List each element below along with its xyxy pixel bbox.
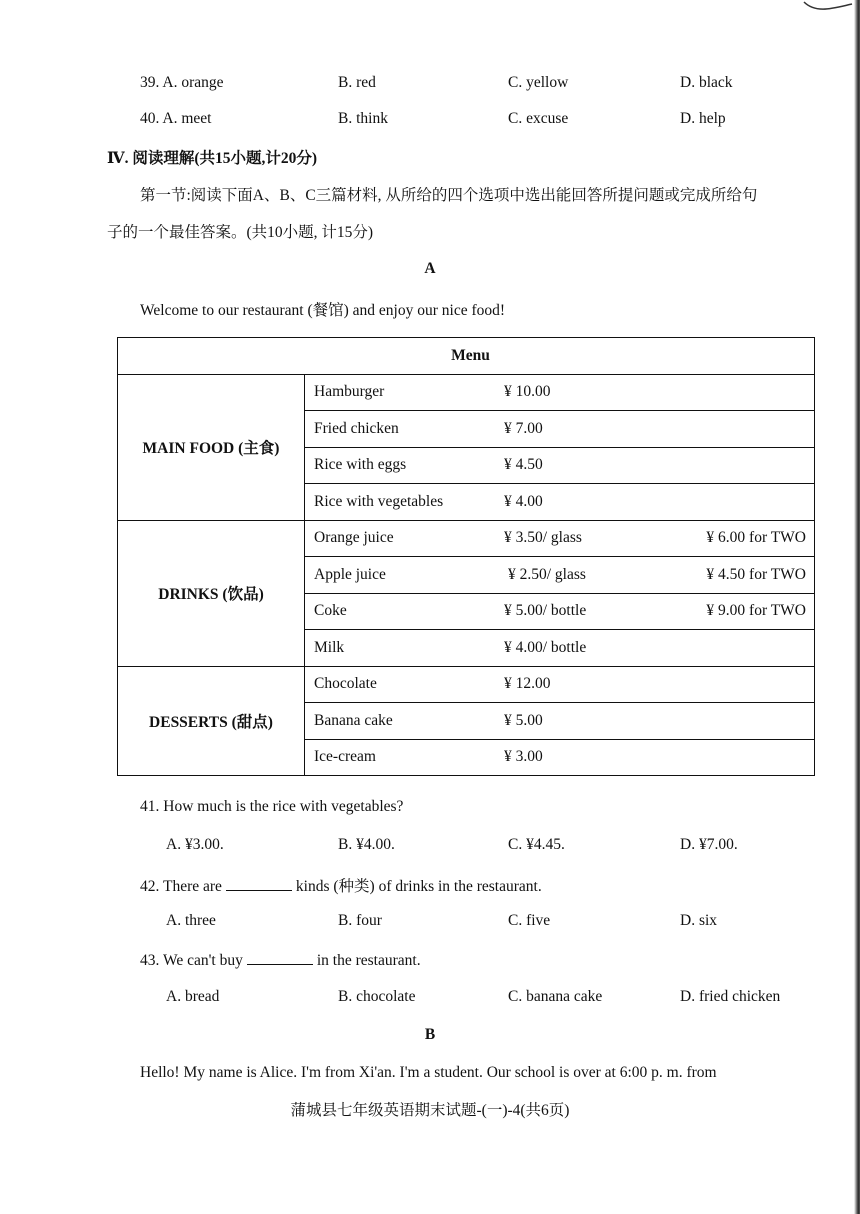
- q42-option-a: A. three: [166, 912, 216, 929]
- q42-option-b: B. four: [338, 912, 382, 929]
- menu-item-name: Rice with vegetables: [314, 492, 444, 510]
- category-drinks: DRINKS (饮品): [118, 520, 305, 666]
- q39-option-c: C. yellow: [508, 74, 569, 91]
- q43-stem-pre: 43. We can't buy: [140, 952, 243, 969]
- menu-item-price: ¥ 4.00: [504, 492, 543, 510]
- q39-option-a: 39. A. orange: [140, 74, 224, 91]
- q41-option-a: A. ¥3.00.: [166, 836, 224, 853]
- menu-item-price: ¥ 4.50: [504, 456, 543, 474]
- menu-item-name: Apple juice: [314, 565, 386, 583]
- q41-stem: 41. How much is the rice with vegetables?: [140, 798, 404, 815]
- menu-item-deal: ¥ 6.00 for TWO: [706, 529, 806, 547]
- menu-item-price: ¥ 10.00: [504, 383, 551, 401]
- passage-a-label: A: [424, 260, 436, 277]
- q43-answer-blank: [247, 950, 313, 965]
- passage-b-label: B: [424, 1026, 436, 1043]
- menu-title-row: [118, 338, 815, 375]
- menu-item-price: ¥ 7.00: [504, 419, 543, 437]
- instructions-line-1: 第一节:阅读下面A、B、C三篇材料, 从所给的四个选项中选出能回答所提问题或完成所给句: [140, 187, 758, 204]
- welcome-text: Welcome to our restaurant (餐馆) and enjoy our nice food!: [140, 302, 506, 319]
- menu-item-name: Milk: [314, 638, 345, 656]
- q39-option-d: D. black: [680, 74, 733, 91]
- q42-option-d: D. six: [680, 912, 718, 929]
- page-footer: 蒲城县七年级英语期末试题-(一)-4(共6页): [290, 1102, 570, 1119]
- menu-item-name: Fried chicken: [314, 419, 399, 437]
- category-desserts: DESSERTS (甜点): [118, 666, 305, 776]
- q40-option-b: B. think: [338, 110, 388, 127]
- menu-item-price: ¥ 4.00/ bottle: [504, 638, 587, 656]
- q39-option-b: B. red: [338, 74, 376, 91]
- menu-item-name: Hamburger: [314, 383, 385, 401]
- menu-item-name: Chocolate: [314, 675, 377, 693]
- menu-row: [118, 520, 815, 557]
- menu-item-price: ¥ 5.00: [504, 711, 543, 729]
- q43-stem-post: in the restaurant.: [316, 952, 421, 969]
- menu-item-price: ¥ 12.00: [504, 675, 551, 693]
- q43-option-a: A. bread: [166, 988, 220, 1005]
- q40-option-d: D. help: [680, 110, 726, 127]
- q40-option-c: C. excuse: [508, 110, 569, 127]
- q41-option-d: D. ¥7.00.: [680, 836, 738, 853]
- menu-item-deal: ¥ 4.50 for TWO: [706, 565, 806, 583]
- menu-item-name: Orange juice: [314, 529, 394, 547]
- menu-item-price: ¥ 5.00/ bottle: [504, 602, 587, 620]
- menu-title: Menu: [118, 338, 815, 375]
- category-main-food: MAIN FOOD (主食): [118, 374, 305, 520]
- passage-b-text: Hello! My name is Alice. I'm from Xi'an. I'm a student. Our school is over at 6:00 p. m. from: [140, 1064, 717, 1081]
- menu-row: [118, 374, 815, 411]
- menu-item-price: ¥ 3.50/ glass: [504, 529, 582, 547]
- menu-item-name: Ice-cream: [314, 748, 376, 766]
- q41-option-c: C. ¥4.45.: [508, 836, 565, 853]
- q42-stem-post: kinds (种类) of drinks in the restaurant.: [295, 878, 542, 895]
- instructions-line-2: 子的一个最佳答案。(共10小题, 计15分): [107, 224, 374, 241]
- q43-stem: [140, 950, 421, 970]
- menu-item-price: ¥ 2.50/ glass: [508, 565, 586, 583]
- q40-option-a: 40. A. meet: [140, 110, 212, 127]
- q41-option-b: B. ¥4.00.: [338, 836, 395, 853]
- q42-stem: [140, 874, 542, 896]
- q43-option-b: B. chocolate: [338, 988, 416, 1005]
- section-1-instructions: [107, 177, 829, 251]
- q43-option-d: D. fried chicken: [680, 988, 781, 1005]
- q42-stem-pre: 42. There are: [140, 878, 222, 895]
- menu-item-deal: ¥ 9.00 for TWO: [706, 602, 806, 620]
- menu-item-price: ¥ 3.00: [504, 748, 543, 766]
- scan-corner-mark: [794, 0, 854, 20]
- menu-item-name: Rice with eggs: [314, 456, 407, 474]
- menu-item-name: Banana cake: [314, 711, 393, 729]
- menu-table: [117, 337, 815, 776]
- menu-row: [118, 666, 815, 703]
- menu-item-name: Coke: [314, 602, 347, 620]
- q42-answer-blank: [226, 876, 292, 891]
- q43-option-c: C. banana cake: [508, 988, 603, 1005]
- section-4-title: Ⅳ. 阅读理解(共15小题,计20分): [107, 150, 318, 167]
- q42-option-c: C. five: [508, 912, 551, 929]
